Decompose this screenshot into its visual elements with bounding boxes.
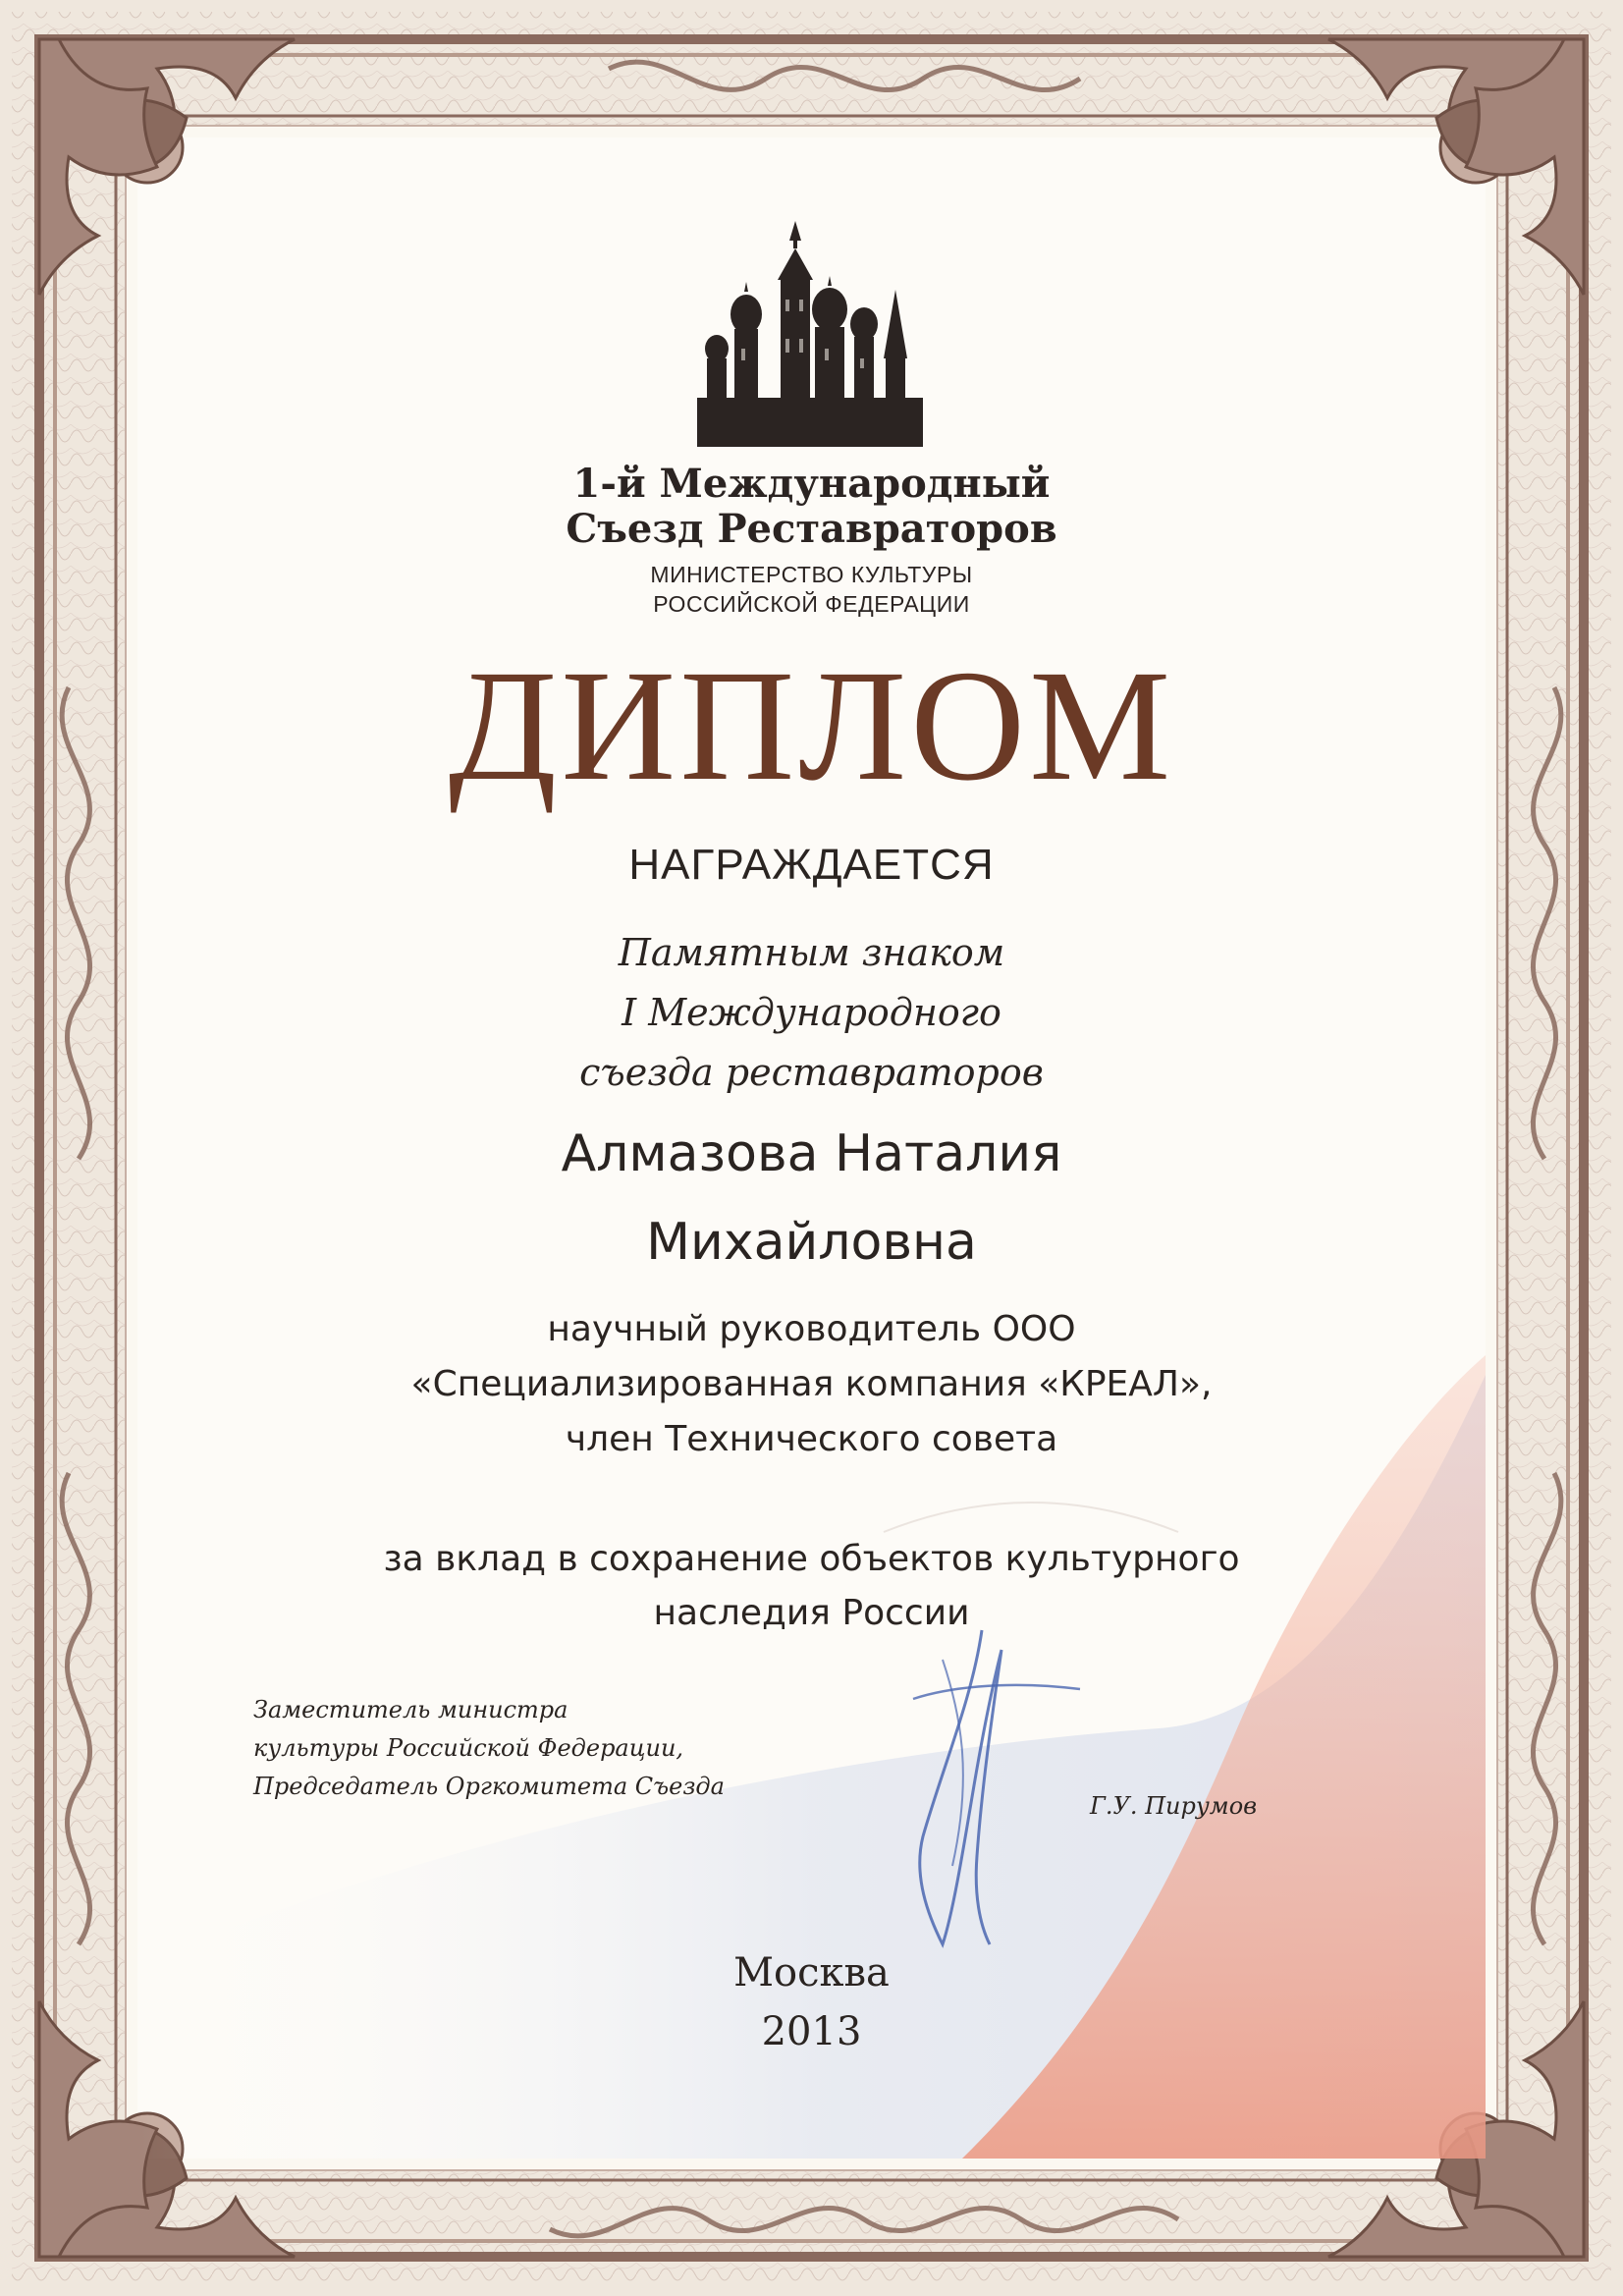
document-title: ДИПЛОМ (448, 638, 1175, 814)
signer-title-line: Председатель Оргкомитета Съезда (253, 1773, 725, 1800)
signer-name: Г.У. Пирумов (1090, 1792, 1258, 1820)
position-line: член Технического совета (565, 1419, 1058, 1459)
logo-title-line2: Съезд Реставраторов (566, 506, 1057, 552)
signature (884, 1620, 1100, 1964)
ministry-line2: РОССИЙСКОЙ ФЕДЕРАЦИИ (653, 591, 970, 617)
award-line: съезда реставраторов (579, 1051, 1044, 1094)
signer-title-line: культуры Российской Федерации, (253, 1734, 684, 1762)
city: Москва (733, 1950, 890, 1995)
position-line: научный руководитель ООО (547, 1309, 1076, 1349)
award-line: Памятным знаком (618, 931, 1005, 974)
recipient-name: Михайловна (646, 1213, 977, 1272)
recipient-name: Алмазова Наталия (561, 1124, 1062, 1183)
reason-line: за вклад в сохранение объектов культурного (383, 1539, 1240, 1579)
awarded-heading: НАГРАЖДАЕТСЯ (628, 841, 995, 889)
signer-title (253, 1691, 842, 1806)
logo-title-line1: 1-й Международный (572, 461, 1051, 507)
reason-line: наследия России (653, 1593, 970, 1633)
year: 2013 (761, 2009, 862, 2054)
position-line: «Специализированная компания «КРЕАЛ», (410, 1364, 1213, 1404)
award-line: I Международного (622, 991, 1001, 1034)
signer-title-line: Заместитель министра (253, 1696, 568, 1723)
ministry-line1: МИНИСТЕРСТВО КУЛЬТУРЫ (650, 562, 973, 587)
